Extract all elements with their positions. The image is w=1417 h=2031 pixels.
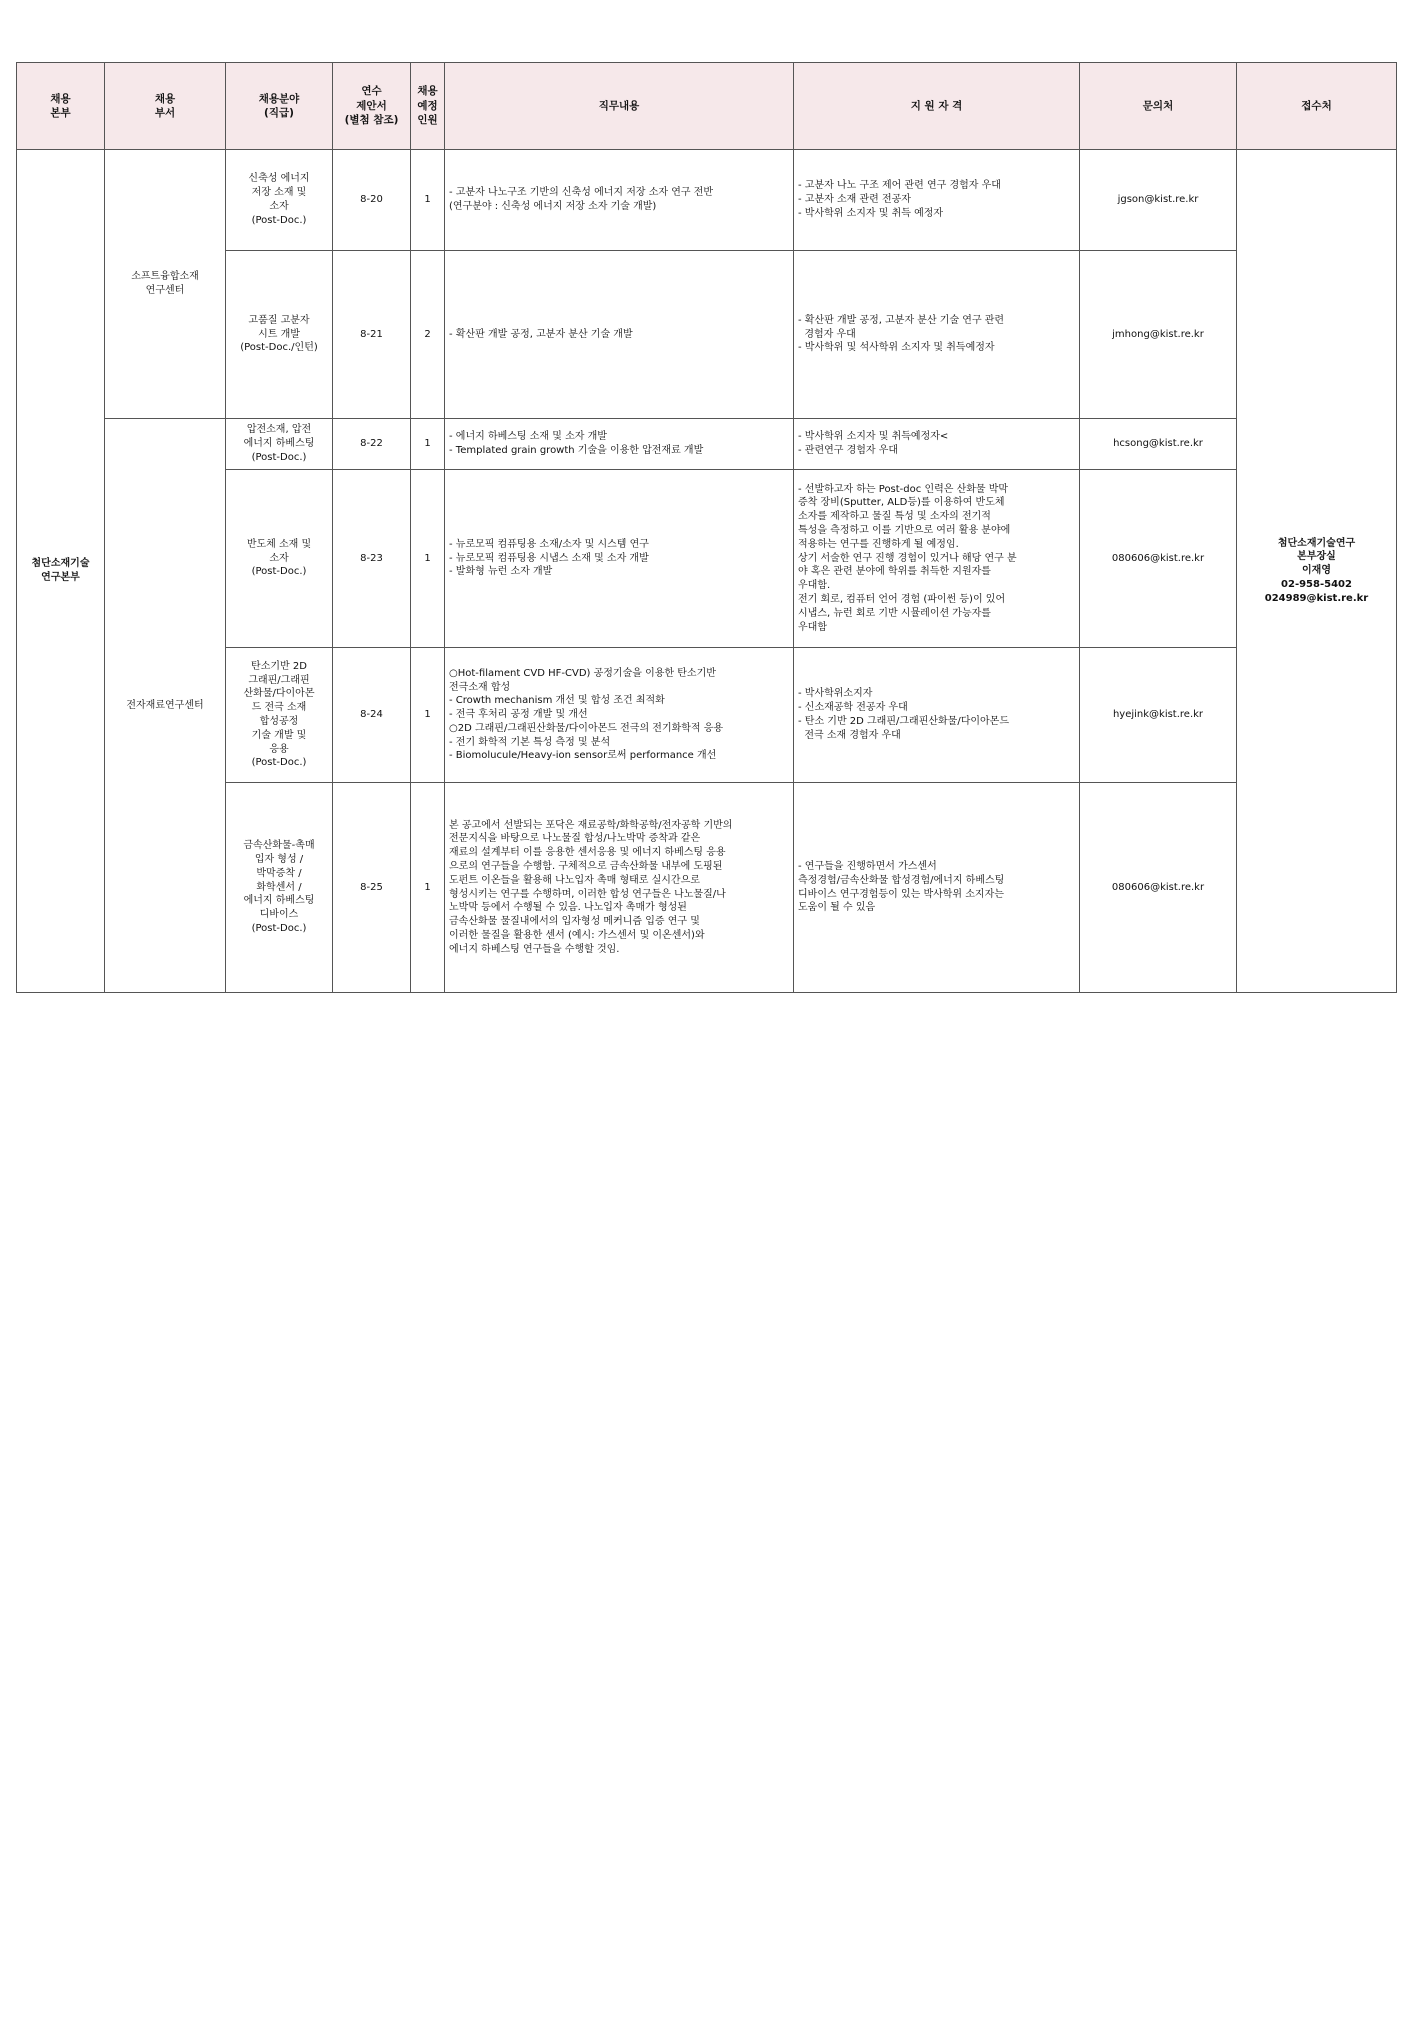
header-row — [17, 63, 1397, 150]
field-cell: 반도체 소재 및 소자 (Post-Doc.) — [226, 470, 333, 648]
field-cell: 신축성 에너지 저장 소재 및 소자 (Post-Doc.) — [226, 150, 333, 251]
header-dept: 채용 부서 — [105, 63, 226, 150]
header-reception: 접수처 — [1237, 63, 1397, 150]
qualification-cell: - 확산판 개발 공정, 고분자 분산 기술 연구 관련 경험자 우대 - 박사학위 및 석사학위 소지자 및 취득예정자 — [794, 251, 1080, 419]
contact-email: hcsong@kist.re.kr — [1080, 419, 1237, 470]
field-cell: 압전소재, 압전 에너지 하베스팅 (Post-Doc.) — [226, 419, 333, 470]
duties-cell: ○Hot-filament CVD HF-CVD) 공정기술을 이용한 탄소기반 전극소재 합성 - Crowth mechanism 개선 및 합성 조건 최적화 - 전극 후처리 공정 개발 및 개선 ○2D 그래핀/그래핀산화물/다이아몬드 전극의 전기화학적 응용 - 전기 화학적 기본 특성 측정 및 분석 - Biomolucule/Heavy-ion sensor로써 performance 개선 — [445, 648, 794, 783]
duties-cell: - 에너지 하베스팅 소재 및 소자 개발 - Templated grain growth 기술을 이용한 압전재료 개발 — [445, 419, 794, 470]
count-cell: 1 — [411, 150, 445, 251]
qualification-cell: - 고분자 나노 구조 제어 관련 연구 경험자 우대 - 고분자 소재 관련 전공자 - 박사학위 소지자 및 취득 예정자 — [794, 150, 1080, 251]
field-cell: 고품질 고분자 시트 개발 (Post-Doc./인턴) — [226, 251, 333, 419]
qualification-cell: - 선발하고자 하는 Post-doc 인력은 산화물 박막 증착 장비(Sputter, ALD등)를 이용하여 반도체 소자를 제작하고 물질 특성 및 소자의 전기적 특성을 측정하고 이를 기반으로 여러 활용 분야에 적용하는 연구를 진행하게 될 예정임. 상기 서술한 연구 진행 경험이 있거나 해당 연구 분 야 혹은 관련 분야에 학위를 취득한 지원자를 우대함. 전기 회로, 컴퓨터 언어 경험 (파이썬 등)이 있어 시냅스, 뉴런 회로 기반 시뮬레이션 가능자를 우대함 — [794, 470, 1080, 648]
salary-cell: 8-23 — [333, 470, 411, 648]
header-duties: 직무내용 — [445, 63, 794, 150]
duties-cell: 본 공고에서 선발되는 포닥은 재료공학/화학공학/전자공학 기반의 전문지식을 바탕으로 나노물질 합성/나노박막 증착과 같은 재료의 설계부터 이를 응용한 센서응용 및 에너지 하베스팅 응용 으로의 연구들을 수행함. 구체적으로 금속산화물 내부에 도핑된 도펀트 이온들을 활용해 나노입자 촉매 형태로 실시간으로 형성시키는 연구를 수행하며, 이러한 합성 연구들은 나노물질/나 노박막 등에서 수행될 수 있음. 나노입자 촉매가 형성된 금속산화물 물질내에서의 입자형성 메커니즘 입증 연구 및 이러한 물질을 활용한 센서 (예시: 가스센서 및 이온센서)와 에너지 하베스팅 연구들을 수행할 것임. — [445, 783, 794, 993]
salary-cell: 8-22 — [333, 419, 411, 470]
division-cell: 첨단소재기술 연구본부 — [17, 150, 105, 993]
contact-email: jmhong@kist.re.kr — [1080, 251, 1237, 419]
contact-email: jgson@kist.re.kr — [1080, 150, 1237, 251]
table-row — [17, 419, 1397, 470]
qualification-cell: - 연구들을 진행하면서 가스센서 측정경험/금속산화물 합성경험/에너지 하베스팅 디바이스 연구경험등이 있는 박사학위 소지자는 도움이 될 수 있음 — [794, 783, 1080, 993]
header-qualification: 지 원 자 격 — [794, 63, 1080, 150]
count-cell: 2 — [411, 251, 445, 419]
field-cell: 금속산화물-촉매 입자 형성 / 박막증착 / 화학센서 / 에너지 하베스팅 디바이스 (Post-Doc.) — [226, 783, 333, 993]
count-cell: 1 — [411, 783, 445, 993]
header-field: 채용분야 (직급) — [226, 63, 333, 150]
duties-cell: - 고분자 나노구조 기반의 신축성 에너지 저장 소자 연구 전반 (연구분야 : 신축성 에너지 저장 소자 기술 개발) — [445, 150, 794, 251]
header-contact: 문의처 — [1080, 63, 1237, 150]
count-cell: 1 — [411, 648, 445, 783]
salary-cell: 8-21 — [333, 251, 411, 419]
recruitment-table — [16, 62, 1397, 993]
contact-email: hyejink@kist.re.kr — [1080, 648, 1237, 783]
contact-email: 080606@kist.re.kr — [1080, 470, 1237, 648]
duties-cell: - 확산판 개발 공정, 고분자 분산 기술 개발 — [445, 251, 794, 419]
salary-cell: 8-20 — [333, 150, 411, 251]
salary-cell: 8-25 — [333, 783, 411, 993]
count-cell: 1 — [411, 419, 445, 470]
count-cell: 1 — [411, 470, 445, 648]
salary-cell: 8-24 — [333, 648, 411, 783]
qualification-cell: - 박사학위 소지자 및 취득예정자< - 관련연구 경험자 우대 — [794, 419, 1080, 470]
department-cell: 전자재료연구센터 — [105, 419, 226, 993]
reception-cell: 첨단소재기술연구 본부장실 이재영 02-958-5402 024989@kist.re.kr — [1237, 150, 1397, 993]
qualification-cell: - 박사학위소지자 - 신소재공학 전공자 우대 - 탄소 기반 2D 그래핀/그래핀산화물/다이아몬드 전극 소재 경험자 우대 — [794, 648, 1080, 783]
header-salary: 연수 제안서 (별첨 참조) — [333, 63, 411, 150]
table-row — [17, 150, 1397, 251]
header-division: 채용 본부 — [17, 63, 105, 150]
duties-cell: - 뉴로모픽 컴퓨팅용 소재/소자 및 시스템 연구 - 뉴로모픽 컴퓨팅용 시냅스 소재 및 소자 개발 - 발화형 뉴런 소자 개발 — [445, 470, 794, 648]
department-cell: 소프트융합소재 연구센터 — [105, 150, 226, 419]
contact-email: 080606@kist.re.kr — [1080, 783, 1237, 993]
field-cell: 탄소기반 2D 그래핀/그래핀 산화물/다이아몬 드 전극 소재 합성공정 기술 개발 및 응용 (Post-Doc.) — [226, 648, 333, 783]
header-count: 채용 예정 인원 — [411, 63, 445, 150]
